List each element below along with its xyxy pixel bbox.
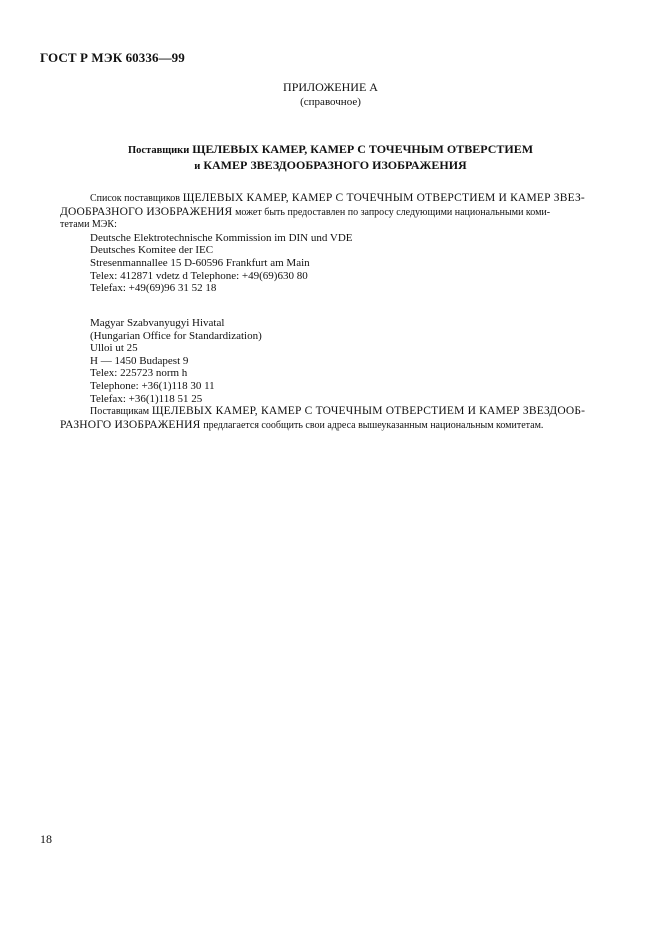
text-run: Поставщикам — [90, 406, 150, 417]
address-line: Stresenmannallee 15 D-60596 Frankfurt am Main — [90, 256, 310, 269]
address-line: (Hungarian Office for Standardization) — [90, 329, 262, 342]
address-line: Deutsches Komitee der IEC — [90, 244, 214, 257]
text-run-caps: ЩЕЛЕВЫХ КАМЕР, КАМЕР С ТОЧЕЧНЫМ ОТВЕРСТИЕМ И КАМЕР ЗВЕЗ- — [182, 192, 585, 204]
paragraph-line — [60, 405, 608, 419]
address-hungary — [60, 317, 608, 405]
title-line-2 — [0, 158, 661, 174]
address-line: Telex: 412871 vdetz d Telephone: +49(69)630 80 — [90, 269, 308, 282]
address-germany — [60, 232, 608, 295]
title-caps: ЩЕЛЕВЫХ КАМЕР, КАМЕР С ТОЧЕЧНЫМ ОТВЕРСТИЕМ — [192, 142, 534, 156]
appendix-type: (справочное) — [300, 96, 361, 108]
title-line-1 — [0, 142, 661, 158]
text-run: предлагается сообщить свои адреса вышеуказанным национальным комитетам. — [203, 419, 544, 431]
paragraph-line — [60, 419, 608, 433]
appendix-heading — [0, 80, 661, 110]
title-prefix: Поставщики — [127, 145, 190, 156]
text-run-caps: РАЗНОГО ИЗОБРАЖЕНИЯ — [60, 418, 201, 431]
address-line: Telefax: +36(1)118 51 25 — [90, 392, 203, 405]
paragraph-line: тетами МЭК: — [60, 219, 117, 231]
title-caps-2: КАМЕР ЗВЕЗДООБРАЗНОГО ИЗОБРАЖЕНИЯ — [203, 158, 467, 172]
paragraph-supplier-list — [60, 192, 608, 295]
text-run-caps: ДООБРАЗНОГО ИЗОБРАЖЕНИЯ — [60, 205, 233, 218]
address-line: Telex: 225723 norm h — [90, 367, 188, 380]
address-line: Deutsche Elektrotechnische Kommission im DIN und VDE — [90, 231, 353, 244]
address-line: Ulloi ut 25 — [90, 342, 138, 355]
page-number: 18 — [40, 832, 52, 846]
document-code: ГОСТ Р МЭК 60336—99 — [40, 50, 185, 65]
text-run-caps: ЩЕЛЕВЫХ КАМЕР, КАМЕР С ТОЧЕЧНЫМ ОТВЕРСТИЕМ И КАМЕР ЗВЕЗДООБ- — [151, 405, 586, 417]
address-line: Telefax: +49(69)96 31 52 18 — [90, 282, 217, 295]
text-run: Список поставщиков — [90, 193, 180, 204]
section-title — [0, 142, 661, 174]
paragraph-line — [60, 206, 608, 220]
address-line: Telephone: +36(1)118 30 11 — [90, 379, 215, 392]
paragraph-supplier-request — [60, 405, 608, 432]
paragraph-line — [60, 192, 608, 206]
text-run: может быть предоставлен по запросу следующими национальными коми- — [235, 206, 551, 218]
title-prefix-2: и — [194, 161, 201, 172]
address-line: H — 1450 Budapest 9 — [90, 354, 189, 367]
appendix-label: ПРИЛОЖЕНИЕ А — [283, 80, 378, 94]
address-line: Magyar Szabvanyugyi Hivatal — [90, 317, 225, 329]
